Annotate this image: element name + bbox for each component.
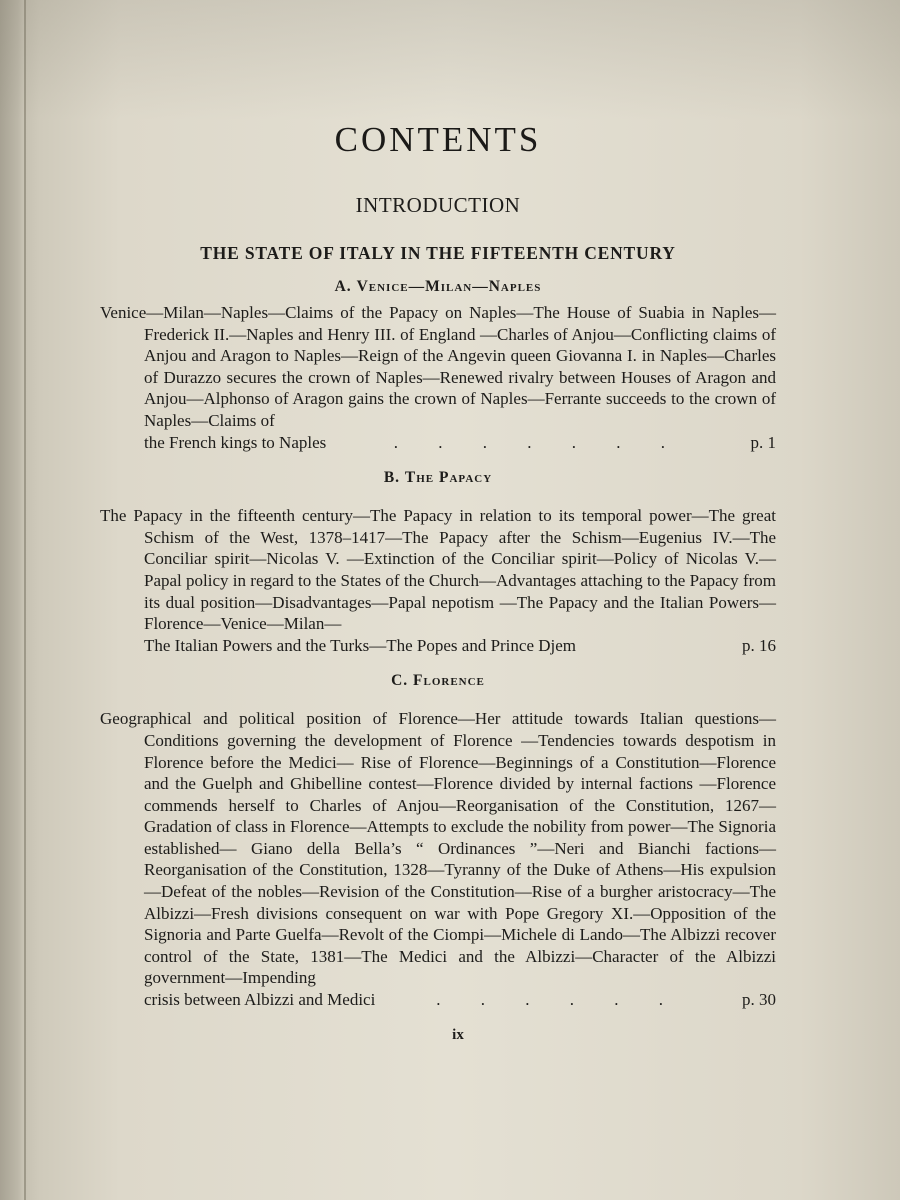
section-b-last-line [100, 635, 776, 657]
section-a-last-text: the French kings to Naples [144, 432, 327, 452]
section-b-title: The Papacy [404, 469, 493, 487]
section-c-leader: . . . . . . [436, 990, 682, 1010]
section-c-title: Florence [413, 672, 485, 690]
section-b-heading [100, 467, 776, 489]
section-c-heading [100, 670, 776, 692]
section-a-title: Venice—Milan—Naples [356, 278, 542, 295]
section-a-leader: . . . . . . . [393, 432, 683, 452]
section-a-entry: Venice—Milan—Naples—Claims of the Papacy on Naples—The House of Suabia in Naples—Frederick II.—Naples and Henry III. of England —Charles of Anjou—Conflicting claims of Anjou and Aragon to Naples—Reign of the Angevin queen Giovanna I. in Naples—Charles of Durazzo secures the crown of Naples—Renewed rivalry between Houses of Aragon and Anjou—Alphonso of Aragon gains the crown of Naples—Ferrante succeeds to the crown of Naples—Claims of [100, 303, 776, 430]
introduction-heading: INTRODUCTION [355, 193, 521, 217]
section-b-page-ref: p. 16 [742, 635, 776, 655]
section-b-letter: B. [383, 469, 401, 487]
section-c-last-text: crisis between Albizzi and Medici [144, 990, 376, 1010]
book-gutter [0, 0, 26, 1200]
top-shadow [0, 0, 900, 120]
section-a-heading [100, 276, 776, 298]
section-c-last-line [100, 989, 776, 1011]
section-b-entry: The Papacy in the fifteenth century—The Papacy in relation to its temporal power—The great Schism of the West, 1378–1417—The Papacy after the Schism—Eugenius IV.—The Conciliar spirit—Nicolas V. —Extinction of the Conciliar spirit—Policy of Nicolas V.—Papal policy in regard to the States of the Church—Advantages attaching to the Papacy from its dual position—Disadvantages—Papal nepotism —The Papacy and the Italian Powers—Florence—Venice—Milan— [100, 506, 776, 634]
section-c-page-ref: p. 30 [742, 990, 776, 1010]
section-a-last-line [100, 432, 776, 454]
part-title: THE STATE OF ITALY IN THE FIFTEENTH CENTURY [200, 243, 676, 263]
section-a-page-ref: p. 1 [750, 432, 776, 452]
section-c-entry: Geographical and political position of Florence—Her attitude towards Italian questions—Conditions governing the development of Florence —Tendencies towards despotism in Florence before the Medici— Rise of Florence—Beginnings of a Constitution—Florence and the Guelph and Ghibelline contest—Florence divided by internal factions —Florence commends herself to Charles of Anjou—Reorganisation of the Constitution, 1267—Gradation of class in Florence—Attempts to exclude the nobility from power—The Signoria established— Giano della Bella’s “ Ordinances ”—Neri and Bianchi factions— Reorganisation of the Constitution, 1328—Tyranny of the Duke of Athens—His expulsion—Defeat of the nobles—Revision of the Constitution—Rise of a burgher aristocracy—The Albizzi—Fresh divisions consequent on war with Pope Gregory XI.—Opposition of the Signoria and Parte Guelfa—Revolt of the Ciompi—Michele di Lando—The Albizzi recover control of the State, 1381—The Medici and the Albizzi—Character of the Albizzi government—Impending [100, 709, 776, 988]
contents-page [100, 118, 776, 1045]
section-a-letter: A. [334, 278, 352, 295]
page-title: CONTENTS [334, 120, 542, 159]
section-c-letter: C. [391, 672, 409, 690]
page-number: ix [452, 1026, 464, 1043]
gutter-edge [24, 0, 26, 1200]
section-b-last-text: The Italian Powers and the Turks—The Popes and Prince Djem [144, 635, 577, 655]
